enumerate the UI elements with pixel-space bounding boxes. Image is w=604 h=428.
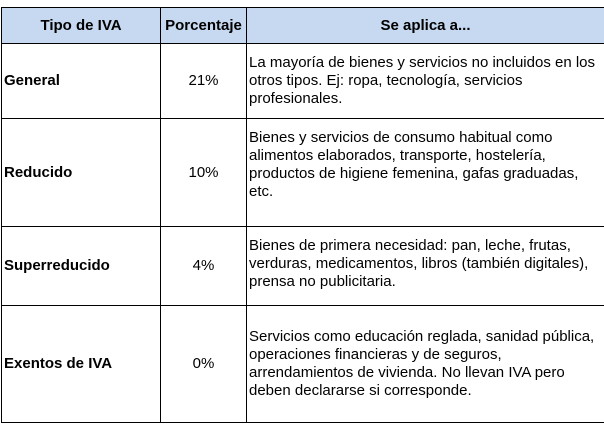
table-header-row — [2, 8, 604, 44]
row-tipo-cell: Exentos de IVA — [2, 306, 161, 423]
iva-table — [1, 7, 604, 423]
row-aplica-cell: Servicios como educación reglada, sanidad pública, operaciones financieras y de seguros, arrendamientos de vivienda. No llevan IVA pero deben declararse si corresponde. — [247, 306, 604, 423]
row-porcentaje-cell: 21% — [161, 44, 247, 119]
row-porcentaje-cell: 4% — [161, 227, 247, 306]
header-tipo-de-iva: Tipo de IVA — [2, 8, 161, 44]
header-porcentaje: Porcentaje — [161, 8, 247, 44]
table-row — [2, 227, 604, 306]
row-porcentaje-cell: 0% — [161, 306, 247, 423]
header-se-aplica-a: Se aplica a... — [247, 8, 604, 44]
row-aplica-cell: Bienes y servicios de consumo habitual como alimentos elaborados, transporte, hostelería, productos de higiene femenina, gafas graduadas, etc. — [247, 119, 604, 227]
table-row — [2, 44, 604, 119]
table-row — [2, 119, 604, 227]
row-tipo-cell: Reducido — [2, 119, 161, 227]
row-porcentaje-cell: 10% — [161, 119, 247, 227]
row-tipo-cell: Superreducido — [2, 227, 161, 306]
row-tipo-cell: General — [2, 44, 161, 119]
table-row — [2, 306, 604, 423]
row-aplica-cell: La mayoría de bienes y servicios no incluidos en los otros tipos. Ej: ropa, tecnología, servicios profesionales. — [247, 44, 604, 119]
row-aplica-cell: Bienes de primera necesidad: pan, leche, frutas, verduras, medicamentos, libros (también digitales), prensa no publicitaria. — [247, 227, 604, 306]
